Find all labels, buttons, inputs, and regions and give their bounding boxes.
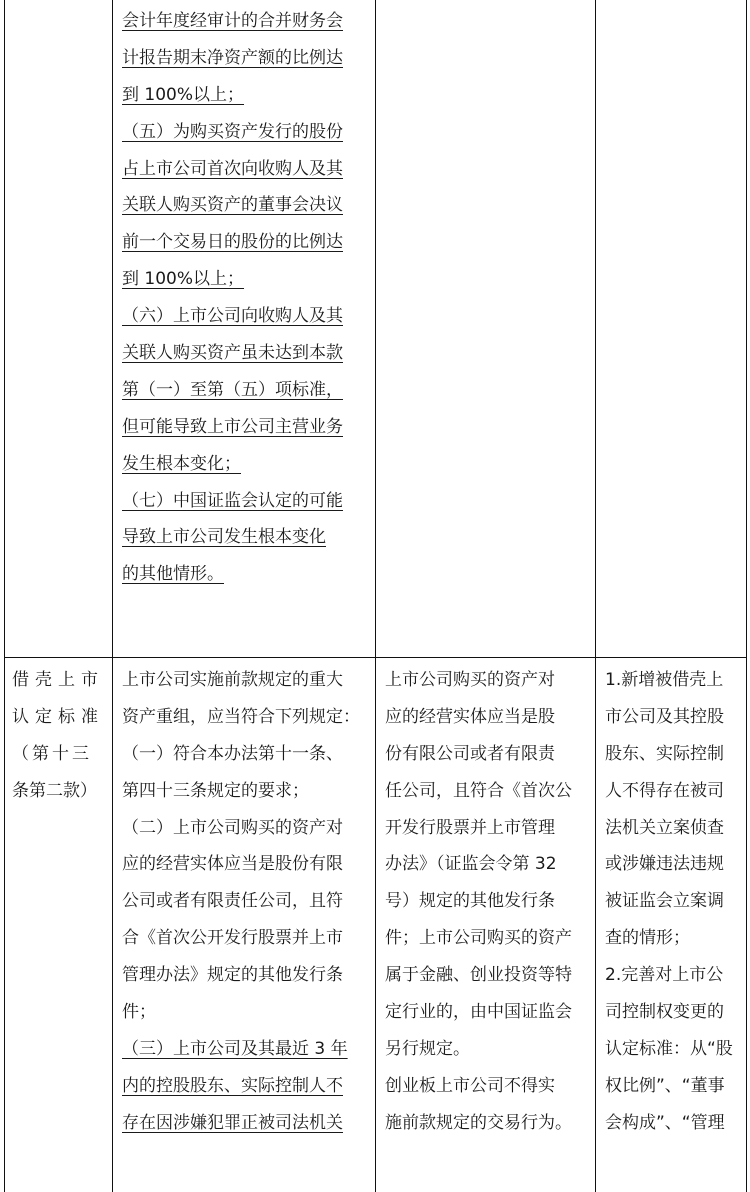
text-line: 上市公司实施前款规定的重大: [122, 670, 343, 690]
heading-line: 借壳上市: [12, 670, 104, 690]
text-line: 发生根本变化；: [122, 453, 241, 474]
text-line: 查的情形；: [605, 928, 690, 949]
row2-col4-cell: [605, 662, 743, 1142]
text-line: 到 100%以上；: [122, 84, 245, 105]
text-line: 件；: [122, 1002, 156, 1023]
text-line: 公司或者有限责任公司，且符: [122, 891, 343, 912]
text-line: 1.新增被借壳上: [605, 670, 724, 690]
text-line: 另行规定。: [385, 1038, 470, 1059]
text-line: 资产重组，应当符合下列规定：: [122, 706, 360, 727]
text-line: 开发行股票并上市管理: [385, 817, 555, 838]
text-line: 股东、实际控制: [605, 743, 724, 764]
text-line: 管理办法》规定的其他发行条: [122, 965, 343, 986]
text-line: 关联人购买资产的董事会决议: [122, 195, 343, 216]
text-line: 存在因涉嫌犯罪正被司法机关: [122, 1112, 343, 1133]
table-border-left: [4, 0, 5, 1192]
table-border-col3: [595, 0, 596, 1192]
text-line: 件；上市公司购买的资产: [385, 928, 572, 949]
row2-col3-cell: [385, 662, 590, 1142]
text-line: 合《首次公开发行股票并上市: [122, 928, 343, 949]
text-line: 司控制权变更的: [605, 1002, 724, 1023]
text-line: 的其他情形。: [122, 564, 224, 585]
text-line: 应的经营实体应当是股份有限: [122, 854, 343, 875]
text-line: 第四十三条规定的要求；: [122, 780, 309, 801]
text-line: 第（一）至第（五）项标准，: [122, 379, 343, 400]
heading-line: （第十三: [12, 743, 92, 764]
text-line: 占上市公司首次向收购人及其: [122, 158, 343, 179]
text-line: 办法》（证监会令第 32: [385, 854, 557, 875]
text-line: 关联人购买资产虽未达到本款: [122, 343, 343, 364]
text-line: 属于金融、创业投资等特: [385, 965, 572, 986]
text-line: 前一个交易日的股份的比例达: [122, 232, 343, 253]
table-border-col2: [375, 0, 376, 1192]
table-border-col1: [112, 0, 113, 1192]
text-line: 上市公司购买的资产对: [385, 670, 555, 690]
row2-col1-cell: [12, 662, 106, 810]
text-line: 创业板上市公司不得实: [385, 1075, 555, 1096]
text-line: 定行业的，由中国证监会: [385, 1002, 572, 1023]
text-line: 份有限公司或者有限责: [385, 743, 555, 764]
text-line: 2.完善对上市公: [605, 965, 724, 986]
text-line: （二）上市公司购买的资产对: [122, 817, 343, 838]
text-line: （一）符合本办法第十一条、: [122, 743, 343, 764]
text-line: 到 100%以上；: [122, 269, 245, 290]
text-line: 法机关立案侦查: [605, 817, 724, 838]
text-line: 导致上市公司发生根本变化: [122, 527, 326, 548]
text-line: （三）上市公司及其最近 3 年: [122, 1038, 348, 1059]
text-line: 施前款规定的交易行为。: [385, 1112, 572, 1133]
text-line: 或涉嫌违法违规: [605, 854, 724, 875]
row2-col2-cell: [122, 662, 370, 1142]
row-separator: [4, 657, 747, 658]
text-line: 认定标准：从“股: [605, 1038, 733, 1059]
text-line: （七）中国证监会认定的可能: [122, 490, 343, 511]
text-line: 会计年度经审计的合并财务会: [122, 11, 343, 31]
text-line: 内的控股股东、实际控制人不: [122, 1075, 343, 1096]
text-line: 但可能导致上市公司主营业务: [122, 416, 343, 437]
row1-col2-cell: [122, 3, 370, 593]
heading-line: 认定标准: [12, 706, 104, 727]
text-line: 会构成”、“管理: [605, 1112, 725, 1133]
text-line: （五）为购买资产发行的股份: [122, 121, 343, 142]
text-line: 任公司，且符合《首次公: [385, 780, 572, 801]
text-line: 被证监会立案调: [605, 891, 724, 912]
text-line: 权比例”、“董事: [605, 1075, 725, 1096]
text-line: 市公司及其控股: [605, 706, 724, 727]
text-line: 人不得存在被司: [605, 780, 724, 801]
heading-line: 条第二款）: [12, 780, 97, 801]
text-line: 号）规定的其他发行条: [385, 891, 555, 912]
text-line: （六）上市公司向收购人及其: [122, 306, 343, 327]
table-border-right: [746, 0, 747, 1192]
text-line: 计报告期末净资产额的比例达: [122, 47, 343, 68]
text-line: 应的经营实体应当是股: [385, 706, 555, 727]
